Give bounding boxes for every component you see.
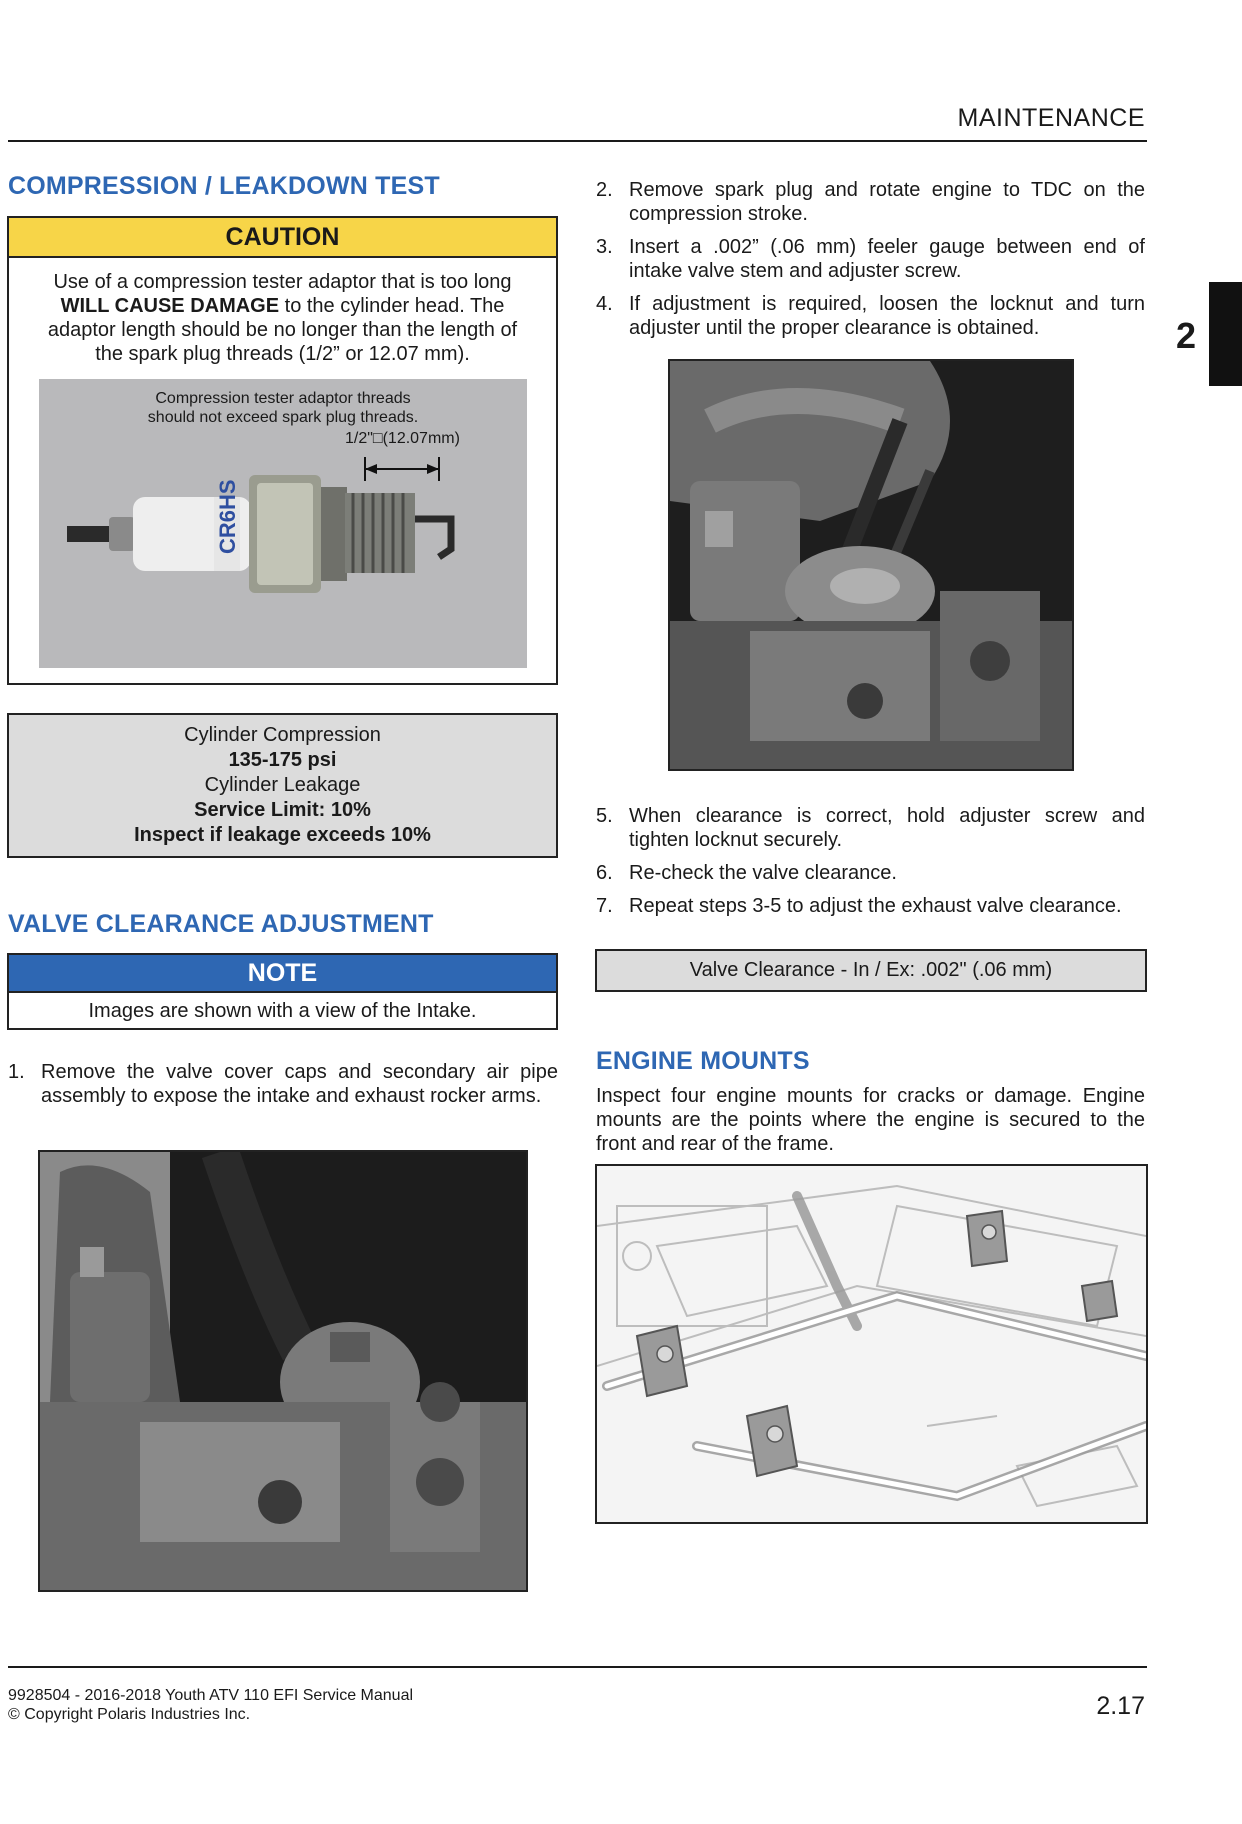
valve-title: VALVE CLEARANCE ADJUSTMENT (8, 910, 434, 938)
list-item (596, 804, 1145, 852)
compression-title: COMPRESSION / LEAKDOWN TEST (8, 172, 440, 200)
step-number: 3. (596, 236, 613, 258)
header-rule (8, 140, 1147, 142)
caution-text (19, 270, 546, 366)
thread-dimension: 1/2"□(12.07mm) (345, 430, 460, 447)
spec-value: Service Limit: 10% (194, 799, 371, 821)
valve-steps-right-bottom (596, 804, 1145, 927)
caution-line: Use of a compression tester adaptor that is too long (53, 271, 512, 293)
caution-line-rest: to the cylinder head. The (279, 295, 505, 317)
spec-value: 135-175 psi (228, 749, 337, 771)
caution-line: the spark plug threads (1/2” or 12.07 mm). (95, 343, 470, 365)
engine-mounts-drawing (595, 1164, 1148, 1524)
step-number: 6. (596, 862, 613, 884)
note-text: Images are shown with a view of the Intake. (88, 1000, 477, 1022)
photo-caption-line: should not exceed spark plug threads. (147, 409, 419, 426)
caution-emphasis: WILL CAUSE DAMAGE (60, 295, 280, 317)
step-text: Repeat steps 3-5 to adjust the exhaust valve clearance. (629, 895, 1122, 917)
page-number: 2.17 (1096, 1692, 1145, 1720)
plug-marking: CR6HS (215, 479, 240, 554)
step-text: When clearance is correct, hold adjuster screw and tighten locknut securely. (629, 805, 1145, 851)
valve-steps-left (8, 1060, 558, 1117)
spec-value: Inspect if leakage exceeds 10% (134, 824, 431, 846)
step-text: If adjustment is required, loosen the locknut and turn adjuster until the proper clearance is obtained. (629, 293, 1145, 339)
feeler-gauge-photo (668, 359, 1074, 771)
chapter-tab (1209, 282, 1242, 386)
valve-steps-right-top (596, 178, 1145, 349)
step-number: 7. (596, 895, 613, 917)
compression-spec-box (7, 713, 558, 858)
caution-box (7, 216, 558, 685)
note-box (7, 953, 558, 1030)
rocker-arm-photo (38, 1150, 528, 1592)
step-text: Re-check the valve clearance. (629, 862, 897, 884)
caution-line (19, 294, 546, 318)
list-item (596, 292, 1145, 340)
valve-clearance-spec: Valve Clearance - In / Ex: .002" (.06 mm) (595, 949, 1147, 992)
engine-photo-icon (40, 1152, 526, 1590)
feeler-gauge-icon (670, 361, 1072, 769)
chapter-number: 2 (1176, 315, 1197, 356)
step-number: 2. (596, 179, 613, 201)
footer-rule (8, 1666, 1147, 1668)
step-number: 1. (8, 1061, 25, 1083)
list-item (596, 894, 1145, 918)
step-text: Insert a .002” (.06 mm) feeler gauge between end of intake valve stem and adjuster screw. (629, 236, 1145, 282)
caution-line: adaptor length should be no longer than the length of (47, 319, 518, 341)
frame-drawing-icon (597, 1166, 1146, 1522)
note-label: NOTE (9, 955, 556, 993)
footer-info (8, 1686, 413, 1724)
step-number: 5. (596, 805, 613, 827)
list-item (8, 1060, 558, 1108)
spark-plug-icon (39, 379, 527, 668)
step-text: Remove spark plug and rotate engine to TDC on the compression stroke. (629, 179, 1145, 225)
step-text: Remove the valve cover caps and secondary air pipe assembly to expose the intake and exhaust rocker arms. (41, 1061, 558, 1107)
step-number: 4. (596, 293, 613, 315)
spec-line: Cylinder Compression (184, 724, 381, 746)
spark-plug-photo (39, 379, 527, 668)
caution-label: CAUTION (9, 218, 556, 258)
list-item (596, 235, 1145, 283)
list-item (596, 861, 1145, 885)
spec-line: Cylinder Leakage (204, 774, 361, 796)
engine-mounts-text: Inspect four engine mounts for cracks or damage. Engine mounts are the points where the engine is secured to the front and rear of the frame. (596, 1085, 1145, 1155)
footer-manual-title: 9928504 - 2016-2018 Youth ATV 110 EFI Service Manual (8, 1687, 414, 1704)
section-header: MAINTENANCE (957, 104, 1145, 132)
footer-copyright: © Copyright Polaris Industries Inc. (8, 1706, 251, 1723)
list-item (596, 178, 1145, 226)
engine-mounts-title: ENGINE MOUNTS (596, 1047, 810, 1075)
photo-caption-line: Compression tester adaptor threads (155, 390, 411, 407)
